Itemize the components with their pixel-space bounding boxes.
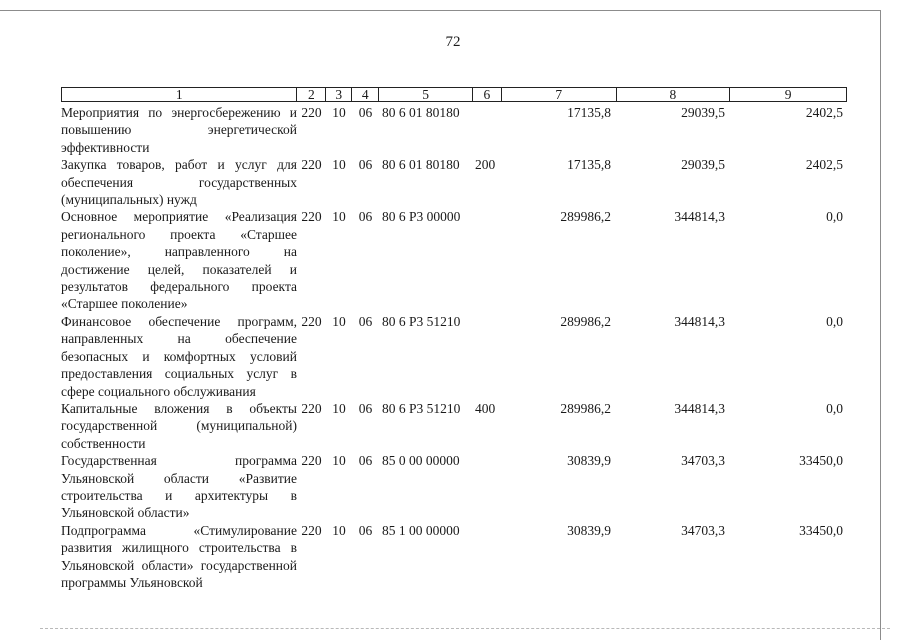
- row-col-6: 400: [475, 400, 496, 416]
- row-col-4: 06: [358, 157, 373, 173]
- row-col-9: 2402,5: [805, 105, 843, 120]
- row-col-6: [473, 313, 502, 400]
- row-col-7: 30839,9: [567, 522, 611, 538]
- row-col-7: 289986,2: [560, 209, 611, 225]
- page-border-right: [880, 10, 881, 640]
- row-col-6: [473, 522, 502, 592]
- header-col-9: 9: [784, 87, 792, 102]
- header-col-6: 6: [473, 88, 502, 101]
- table-row: [61, 400, 847, 452]
- row-col-8: 344814,3: [674, 313, 725, 329]
- row-col-3: 10: [332, 105, 346, 120]
- header-col-1: 1: [62, 88, 297, 101]
- row-col-7: 30839,9: [567, 453, 611, 469]
- table-row: [61, 104, 847, 156]
- header-col-5: 5: [379, 88, 473, 101]
- header-col-4: 4: [352, 88, 379, 101]
- row-col-6: [473, 104, 502, 156]
- row-col-3: 10: [332, 400, 346, 416]
- header-col-8: 8: [617, 88, 731, 101]
- row-col-3: 10: [332, 313, 346, 329]
- page-number: 72: [445, 34, 461, 50]
- table-row: [61, 208, 847, 312]
- table-row: [61, 313, 847, 400]
- row-col-3: 10: [332, 522, 346, 538]
- row-col-5: 80 6 01 80180: [382, 105, 460, 120]
- row-col-2: 220: [301, 400, 322, 416]
- row-col-6: [473, 452, 502, 522]
- page-border-top: [0, 10, 880, 11]
- row-col-9: 33450,0: [799, 453, 843, 469]
- row-col-4: 06: [358, 209, 373, 225]
- row-col-3: 10: [332, 157, 346, 173]
- row-col-6: 200: [475, 157, 496, 173]
- row-col-4: 06: [358, 313, 373, 329]
- row-name: Основное мероприятие «Реализация регионального проекта «Старшее поколение», направленного на достижение целей, показателей и результатов федерального проекта «Старшее поколение»: [61, 209, 297, 312]
- row-col-5: 80 6 P3 51210: [382, 400, 461, 416]
- row-col-8: 34703,3: [681, 522, 725, 538]
- row-col-7: 17135,8: [567, 105, 611, 120]
- table-body: [61, 104, 847, 591]
- row-col-8: 344814,3: [674, 209, 725, 225]
- row-name: Мероприятия по энергосбережению и повышению энергетической эффективности: [61, 105, 297, 155]
- header-col-3: 3: [326, 88, 352, 101]
- row-name: Государственная программа Ульяновской области «Развитие строительства и архитектуры в Ульяновской области»: [61, 453, 297, 521]
- row-name: Капитальные вложения в объекты государственной (муниципальной) собственности: [61, 400, 297, 451]
- row-col-7: 17135,8: [567, 157, 611, 173]
- row-col-9: 0,0: [826, 313, 843, 329]
- row-col-2: 220: [301, 157, 322, 173]
- header-col-7: 7: [502, 88, 617, 101]
- row-col-2: 220: [301, 522, 322, 538]
- row-name: Подпрограмма «Стимулирование развития жилищного строительства в Ульяновской области» государственной программы Ульяновской: [61, 522, 297, 590]
- row-col-5: 85 0 00 00000: [382, 453, 460, 469]
- row-col-5: 80 6 01 80180: [382, 157, 460, 173]
- row-col-5: 80 6 P3 51210: [382, 313, 461, 329]
- row-col-9: 0,0: [826, 400, 843, 416]
- row-name: Финансовое обеспечение программ, направленных на обеспечение безопасных и комфортных условий предоставления социальных услуг в сфере социального обслуживания: [61, 313, 297, 399]
- table-row: [61, 452, 847, 522]
- row-col-9: 33450,0: [799, 522, 843, 538]
- row-col-8: 344814,3: [674, 400, 725, 416]
- row-col-4: 06: [358, 105, 373, 120]
- row-col-9: 0,0: [826, 209, 843, 225]
- row-col-2: 220: [301, 313, 322, 329]
- row-col-7: 289986,2: [560, 400, 611, 416]
- row-col-4: 06: [358, 453, 373, 469]
- header-col-2: 2: [297, 88, 326, 101]
- row-col-4: 06: [358, 522, 373, 538]
- row-col-8: 29039,5: [681, 157, 725, 173]
- row-col-5: 85 1 00 00000: [382, 522, 460, 538]
- row-col-5: 80 6 P3 00000: [382, 209, 461, 225]
- row-col-6: [473, 208, 502, 312]
- table-row: [61, 522, 847, 592]
- row-col-4: 06: [358, 400, 373, 416]
- row-col-8: 34703,3: [681, 453, 725, 469]
- row-col-2: 220: [301, 105, 322, 120]
- row-col-8: 29039,5: [681, 105, 725, 120]
- table-header-row: [61, 87, 847, 102]
- row-col-7: 289986,2: [560, 313, 611, 329]
- table-row: [61, 156, 847, 208]
- row-name: Закупка товаров, работ и услуг для обеспечения государственных (муниципальных) нужд: [61, 157, 297, 208]
- row-col-3: 10: [332, 209, 346, 225]
- row-col-9: 2402,5: [805, 157, 843, 173]
- row-col-3: 10: [332, 453, 346, 469]
- row-col-2: 220: [301, 453, 322, 469]
- scan-bottom-edge: [40, 628, 890, 629]
- row-col-2: 220: [301, 209, 322, 225]
